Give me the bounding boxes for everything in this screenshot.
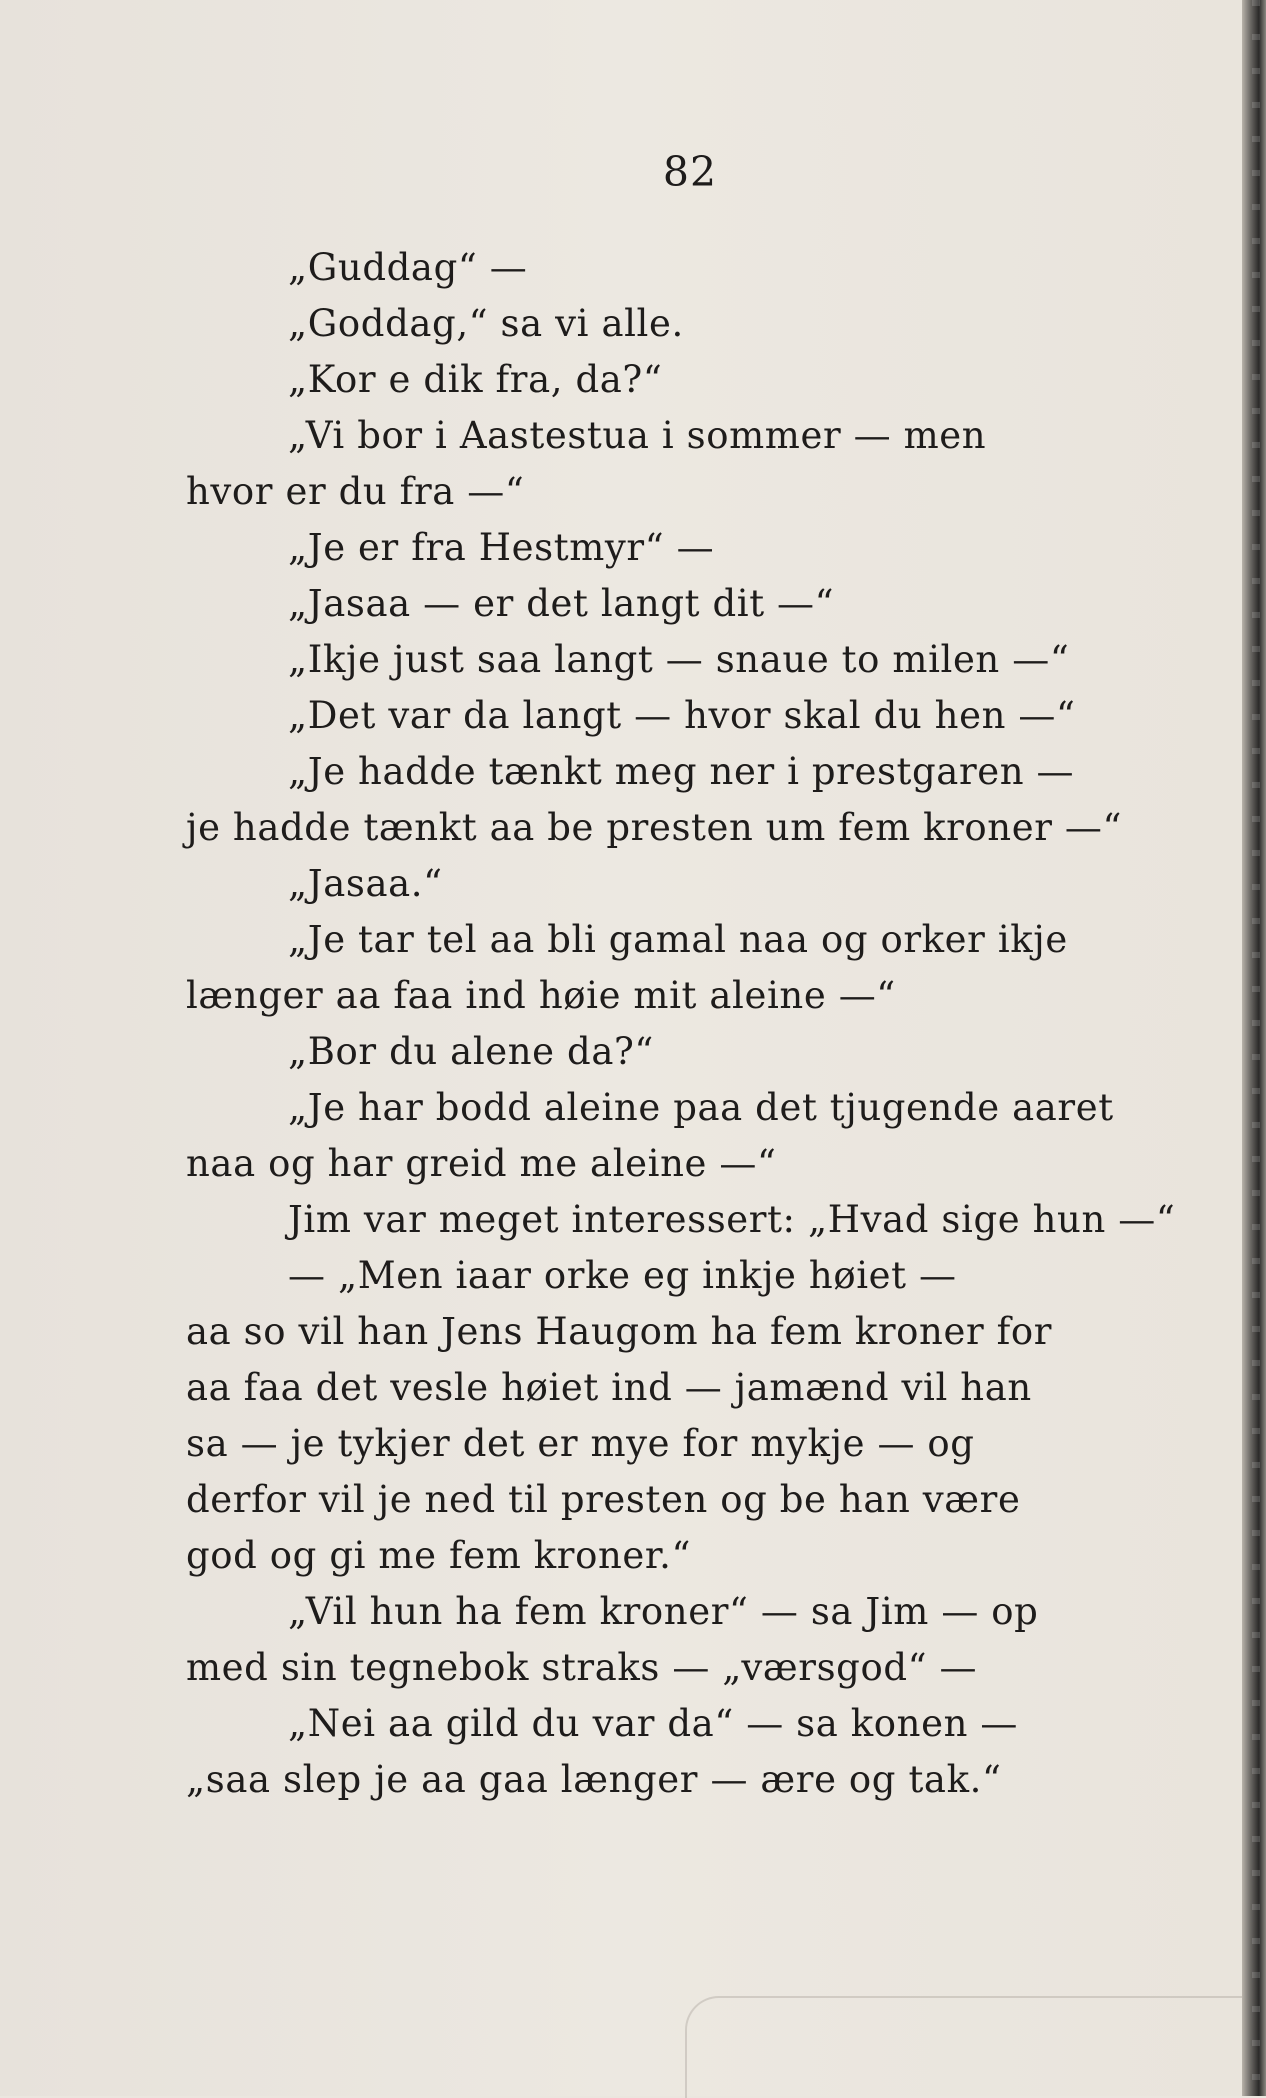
text-line: „Goddag,“ sa vi alle. xyxy=(288,302,684,345)
text-block xyxy=(186,240,1176,1808)
binding-texture xyxy=(1252,0,1260,2096)
text-line: „Vil hun ha fem kroner“ — sa Jim — op xyxy=(288,1590,1039,1633)
text-line: „Bor du alene da?“ xyxy=(288,1030,654,1073)
text-line: „Det var da langt — hvor skal du hen —“ xyxy=(288,694,1076,737)
text-line: sa — je tykjer det er mye for mykje — og xyxy=(186,1422,975,1465)
text-line: „Jasaa — er det langt dit —“ xyxy=(288,582,835,625)
text-line: „Je hadde tænkt meg ner i prestgaren — xyxy=(288,750,1075,793)
text-line: „Je er fra Hestmyr“ — xyxy=(288,526,715,569)
text-line: „Je har bodd aleine paa det tjugende aaret xyxy=(288,1086,1114,1129)
text-line: — „Men iaar orke eg inkje høiet — xyxy=(288,1254,957,1297)
text-line: je hadde tænkt aa be presten um fem kroner —“ xyxy=(186,806,1122,849)
text-line: „Nei aa gild du var da“ — sa konen — xyxy=(288,1702,1019,1745)
text-line: „Guddag“ — xyxy=(288,246,528,289)
text-line: aa so vil han Jens Haugom ha fem kroner for xyxy=(186,1310,1053,1353)
page-number: 82 xyxy=(662,148,718,196)
book-binding-edge xyxy=(1242,0,1266,2096)
text-line: derfor vil je ned til presten og be han være xyxy=(186,1478,1021,1521)
text-line: „saa slep je aa gaa længer — ære og tak.“ xyxy=(186,1758,1002,1801)
text-line: hvor er du fra —“ xyxy=(186,470,525,513)
text-line: „Kor e dik fra, da?“ xyxy=(288,358,663,401)
text-line: „Ikje just saa langt — snaue to milen —“ xyxy=(288,638,1070,681)
paper-smudge xyxy=(685,1996,1247,2098)
text-line: „Jasaa.“ xyxy=(288,862,443,905)
text-line: naa og har greid me aleine —“ xyxy=(186,1142,777,1185)
text-line: med sin tegnebok straks — „værsgod“ — xyxy=(186,1646,978,1689)
text-line: „Vi bor i Aastestua i sommer — men xyxy=(288,414,987,457)
text-line: aa faa det vesle høiet ind — jamænd vil han xyxy=(186,1366,1032,1409)
text-line: god og gi me fem kroner.“ xyxy=(186,1534,691,1577)
text-line: længer aa faa ind høie mit aleine —“ xyxy=(186,974,896,1017)
text-line: „Je tar tel aa bli gamal naa og orker ikje xyxy=(288,918,1068,961)
text-line: Jim var meget interessert: „Hvad sige hun —“ xyxy=(288,1198,1176,1241)
